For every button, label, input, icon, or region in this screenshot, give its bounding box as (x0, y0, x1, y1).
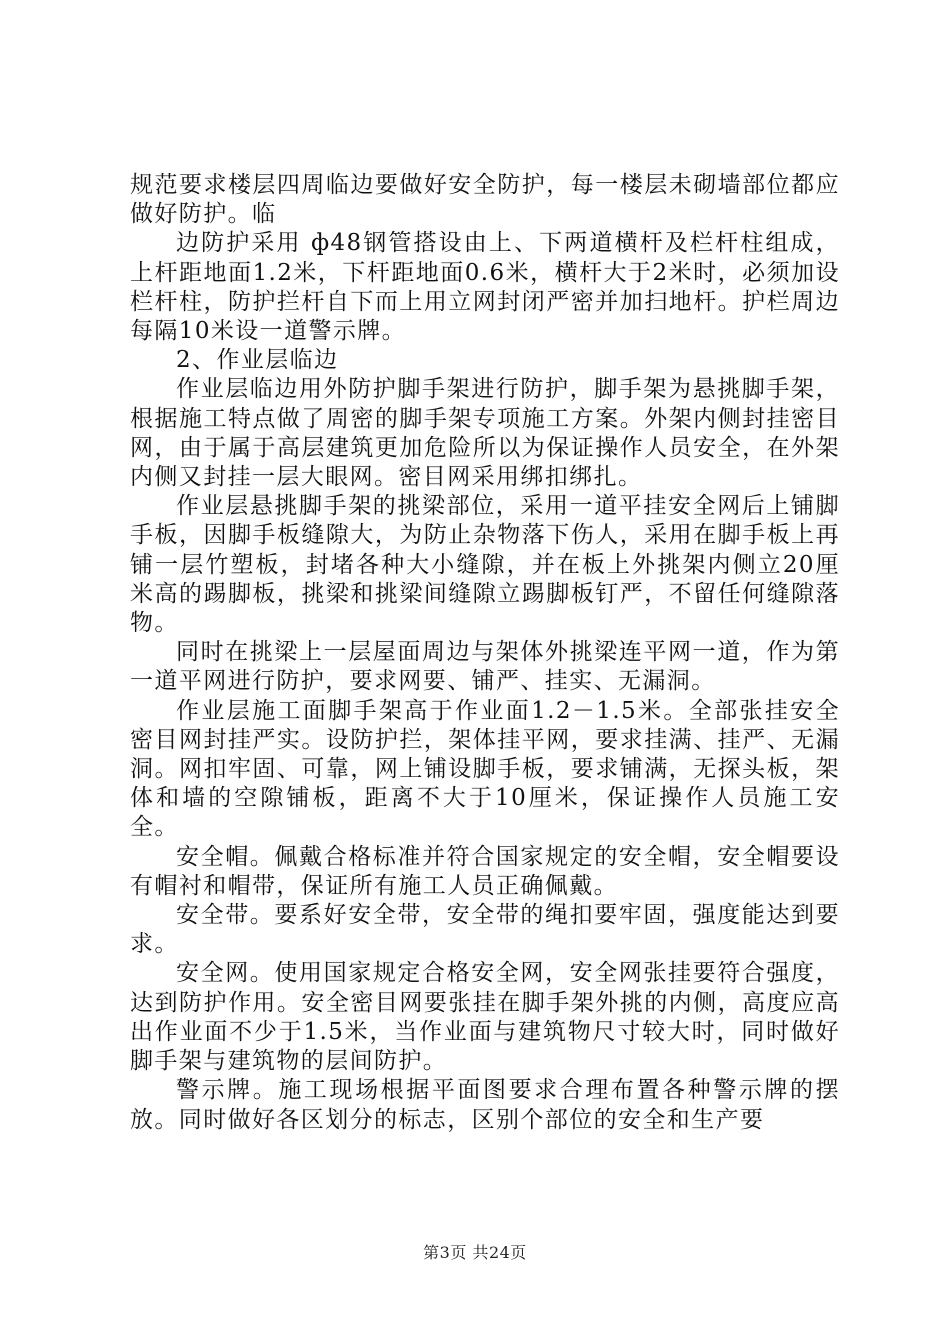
paragraph: 作业层施工面脚手架高于作业面1.2－1.5米。全部张挂安全密目网封挂严实。设防护拦，架体挂平网，要求挂满、挂严、无漏洞。网扣牢固、可靠，网上铺设脚手板，要求铺满，无探头板，架体和墙的空隙铺板，距离不大于10厘米，保证操作人员施工安全。 (130, 697, 840, 841)
paragraph: 安全网。使用国家规定合格安全网，安全网张挂要符合强度，达到防护作用。安全密目网要张挂在脚手架外挑的内侧，高度应高出作业面不少于1.5米，当作业面与建筑物尺寸较大时，同时做好脚手架与建筑物的层间防护。 (130, 960, 840, 1075)
paragraph: 边防护采用 ф48钢管搭设由上、下两道横杆及栏杆柱组成，上杆距地面1.2米，下杆距地面0.6米，横杆大于2米时，必须加设栏杆柱，防护拦杆自下而上用立网封闭严密并加扫地杆。护栏周边每隔10米设一道警示牌。 (130, 230, 840, 345)
paragraph: 规范要求楼层四周临边要做好安全防护，每一楼层未砌墙部位都应做好防护。临 (130, 172, 840, 228)
page-number-footer: 第3页 共24页 (423, 1243, 527, 1262)
section-heading: 2、作业层临边 (176, 347, 339, 374)
paragraph: 同时在挑梁上一层屋面周边与架体外挑梁连平网一道，作为第一道平网进行防护，要求网要、铺严、挂实、无漏洞。 (130, 639, 840, 695)
paragraph: 作业层临边用外防护脚手架进行防护，脚手架为悬挑脚手架，根据施工特点做了周密的脚手架专项施工方案。外架内侧封挂密目网，由于属于高层建筑更加危险所以为保证操作人员安全，在外架内侧又封挂一层大眼网。密目网采用绑扣绑扎。 (130, 376, 840, 491)
document-body (130, 171, 840, 1135)
paragraph: 警示牌。施工现场根据平面图要求合理布置各种警示牌的摆放。同时做好各区划分的标志，区别个部位的安全和生产要 (130, 1077, 840, 1133)
paragraph: 作业层悬挑脚手架的挑梁部位，采用一道平挂安全网后上铺脚手板，因脚手板缝隙大，为防止杂物落下伤人，采用在脚手板上再铺一层竹塑板，封堵各种大小缝隙，并在板上外挑架内侧立20厘米高的踢脚板，挑梁和挑梁间缝隙立踢脚板钉严，不留任何缝隙落物。 (130, 493, 840, 637)
paragraph: 安全带。要系好安全带，安全带的绳扣要牢固，强度能达到要求。 (130, 902, 840, 958)
paragraph: 安全帽。佩戴合格标准并符合国家规定的安全帽，安全帽要设有帽衬和帽带，保证所有施工人员正确佩戴。 (130, 843, 840, 899)
